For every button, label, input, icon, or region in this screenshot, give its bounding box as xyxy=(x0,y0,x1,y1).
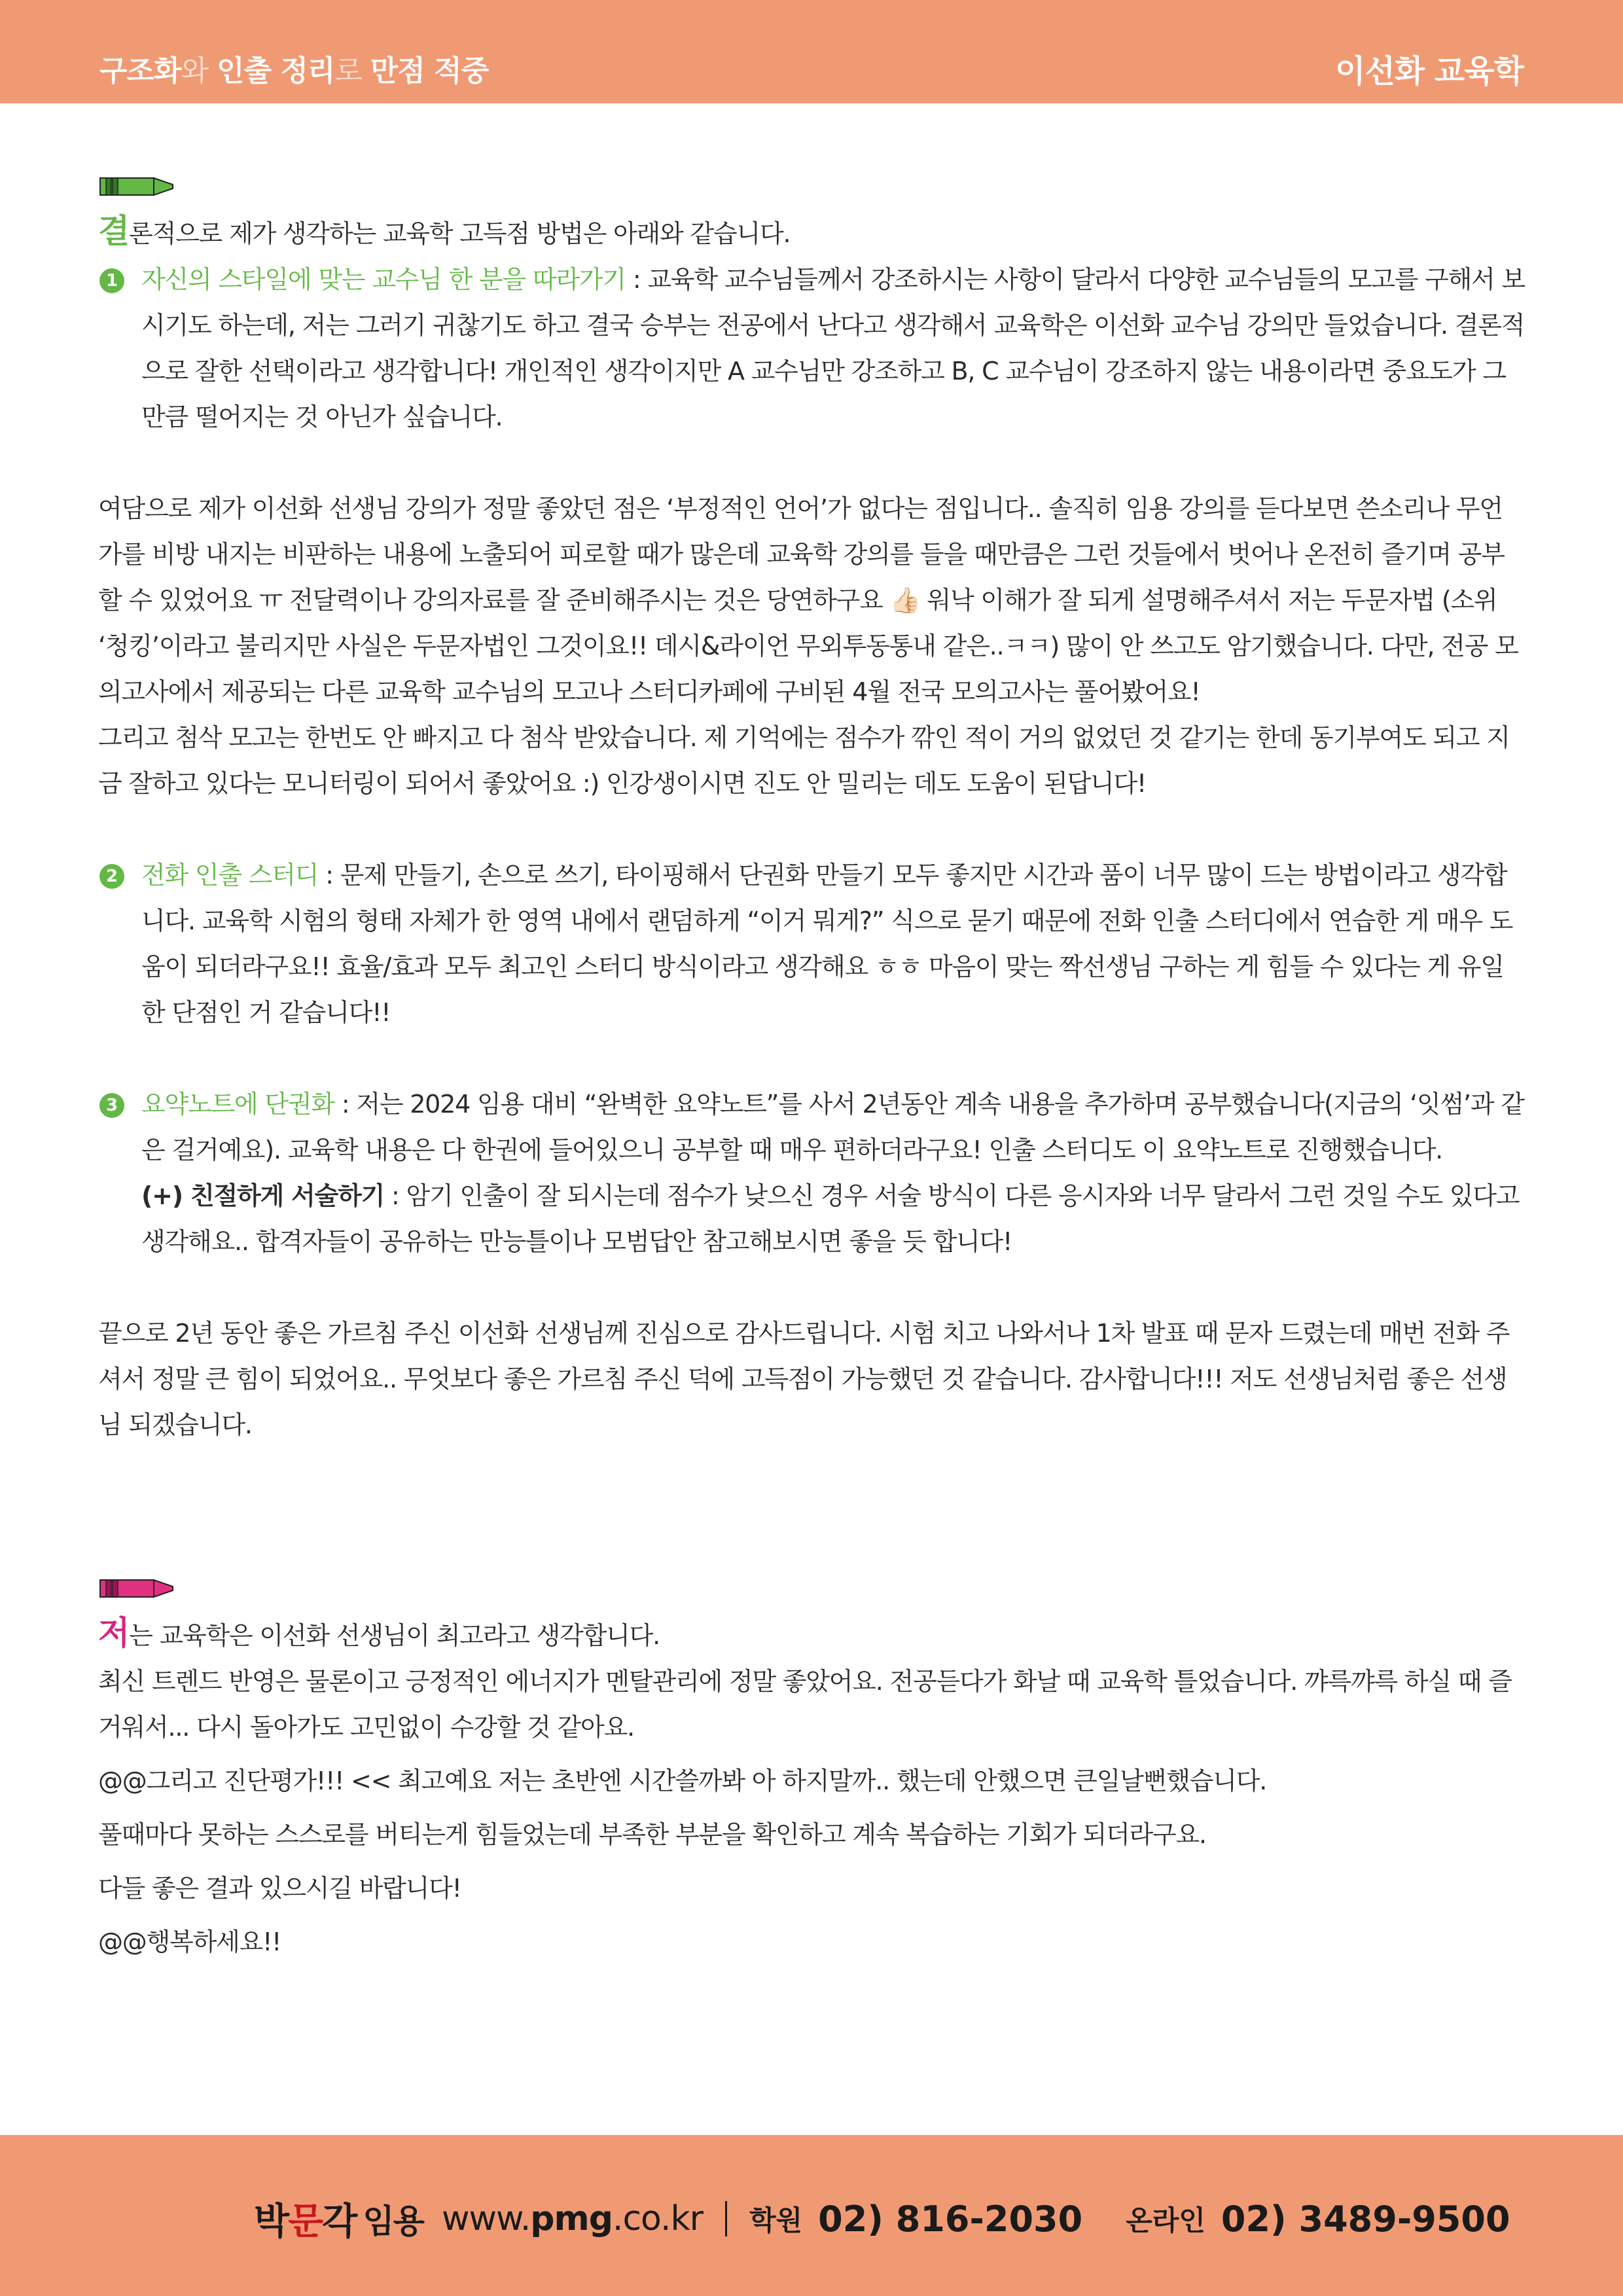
header-brand: 이선화 교육학 xyxy=(1335,53,1524,90)
tip-item-2 xyxy=(98,852,1525,1035)
section2-line: 다들 좋은 결과 있으시길 바랍니다! xyxy=(98,1874,461,1903)
section2-line: 최신 트렌드 반영은 물론이고 긍정적인 에너지가 멘탈관리에 정말 좋았어요. 전공듣다가 화날 때 교육학 틀었습니다. 꺄륵꺄륵 하실 때 즐거워서... 다시 돌아가도 고민없이 수강할 것 같아요. xyxy=(98,1667,1512,1742)
tip-title: 자신의 스타일에 맞는 교수님 한 분을 따라가기 xyxy=(141,265,626,294)
section2-line: @@그리고 진단평가!!! << 최고예요 저는 초반엔 시간쓸까봐 아 하지말까.. 했는데 안했으면 큰일날뻔했습니다. xyxy=(98,1767,1267,1795)
footer-contact xyxy=(254,2193,1510,2245)
section2-line: 풀때마다 못하는 스스로를 버티는게 힘들었는데 부족한 부분을 확인하고 계속 복습하는 기회가 되더라구요. xyxy=(98,1820,1206,1849)
main-content xyxy=(98,177,1525,1965)
site-prefix: www. xyxy=(441,2199,531,2238)
section2-intro xyxy=(98,1610,1525,1659)
section1-initial: 결 xyxy=(98,212,130,250)
tip-subtitle: (+) 친절하게 서술하기 xyxy=(141,1181,385,1210)
tagline-part: 로 xyxy=(334,54,370,88)
tagline-part: 인출 정리 xyxy=(217,54,335,88)
section1-intro xyxy=(98,208,1525,257)
section2-initial: 저 xyxy=(98,1614,130,1652)
site-suffix: .co.kr xyxy=(612,2199,703,2238)
tip-text: : 문제 만들기, 손으로 쓰기, 타이핑해서 단권화 만들기 모두 좋지만 시간과 품이 너무 많이 드는 방법이라고 생각합니다. 교육학 시험의 형태 자체가 한 영역 내에서 랜덤하게 “이거 뭐게?” 식으로 묻기 때문에 전화 인출 스터디에서 연습한 게 매우 도움이 되더라구요!! 효율/효과 모두 최고인 스터디 방식이라고 생각해요 ㅎㅎ 마음이 맞는 짝선생님 구하는 게 힘들 수 있다는 게 유일한 단점인 거 같습니다!! xyxy=(141,861,1513,1027)
academy-phone: 02) 816-2030 xyxy=(818,2198,1083,2240)
logo-part: 각 xyxy=(322,2200,357,2243)
footer-divider xyxy=(725,2201,727,2236)
logo-part: 박 xyxy=(254,2200,289,2243)
header-notch xyxy=(52,103,1623,156)
logo-part: 문 xyxy=(288,2200,323,2243)
section1-intro-text: 론적으로 제가 생각하는 교육학 고득점 방법은 아래와 같습니다. xyxy=(129,219,791,248)
page-header xyxy=(0,0,1623,103)
tip-text: : 저는 2024 임용 대비 “완벽한 요약노트”를 사서 2년동안 계속 내용을 추가하며 공부했습니다(지금의 ‘잇썸’과 같은 걸거예요). 교육학 내용은 다 한권에 들어있으니 공부할 때 매우 편하더라구요! 인출 스터디도 이 요약노트로 진행했습니다. xyxy=(141,1090,1524,1164)
academy-label: 학원 xyxy=(749,2204,803,2236)
side-paragraph: 여담으로 제가 이선화 선생님 강의가 정말 좋았던 점은 ‘부정적인 언어’가 없다는 점입니다.. 솔직히 임용 강의를 듣다보면 쓴소리나 무언가를 비방 내지는 비판하는 내용에 노출되어 피로할 때가 많은데 교육학 강의를 들을 때만큼은 그런 것들에서 벗어나 온전히 즐기며 공부할 수 있었어요 ㅠ 전달력이나 강의자료를 잘 준비해주시는 것은 당연하구요 👍🏻 워낙 이해가 잘 되게 설명해주셔서 저는 두문자법 (소위 ‘청킹’이라고 불리지만 사실은 두문자법인 그것이요!! 데시&라이언 무외투동통내 같은..ㅋㅋ) 많이 안 쓰고도 암기했습니다. 다만, 전공 모의고사에서 제공되는 다른 교육학 교수님의 모고나 스터디카페에 구비된 4월 전국 모의고사는 풀어봤어요! xyxy=(98,494,1518,706)
section2-intro-text: 는 교육학은 이선화 선생님이 최고라고 생각합니다. xyxy=(129,1621,660,1650)
tip-item-1 xyxy=(98,257,1525,440)
tagline-part: 와 xyxy=(181,54,217,88)
closing-paragraph: 끝으로 2년 동안 좋은 가르침 주신 이선화 선생님께 진심으로 감사드립니다. 시험 치고 나와서나 1차 발표 때 문자 드렸는데 매번 전화 주셔서 정말 큰 힘이 되었어요.. 무엇보다 좋은 가르침 주신 덕에 고득점이 가능했던 것 같습니다. 감사합니다!!! 저도 선생님처럼 좋은 선생님 되겠습니다. xyxy=(98,1319,1510,1439)
online-label: 온라인 xyxy=(1126,2204,1205,2236)
tip-title: 요약노트에 단권화 xyxy=(141,1090,334,1119)
number-circle-icon: 1 xyxy=(99,268,124,293)
tagline-part: 구조화 xyxy=(99,54,181,88)
site-bold: pmg xyxy=(530,2199,613,2238)
page-footer xyxy=(0,2135,1623,2296)
footer-logo-sub: 임용 xyxy=(363,2202,423,2240)
tip-subtext: : 암기 인출이 잘 되시는데 점수가 낮으신 경우 서술 방식이 다른 응시자와 너무 달라서 그런 것일 수도 있다고 생각해요.. 합격자들이 공유하는 만능틀이나 모범답안 참고해보시면 좋을 듯 합니다! xyxy=(141,1181,1520,1256)
tagline-part: 만점 적중 xyxy=(370,54,489,88)
section2-line: @@행복하세요!! xyxy=(98,1928,281,1956)
tip-text: : 교육학 교수님들께서 강조하시는 사항이 달라서 다양한 교수님들의 모고를 구해서 보시기도 하는데, 저는 그러기 귀찮기도 하고 결국 승부는 전공에서 난다고 생각해서 교육학은 이선화 교수님 강의만 들었습니다. 결론적으로 잘한 선택이라고 생각합니다! 개인적인 생각이지만 A 교수님만 강조하고 B, C 교수님이 강조하지 않는 내용이라면 중요도가 그만큼 떨어지는 것 아닌가 싶습니다. xyxy=(141,265,1525,431)
footer-logo xyxy=(254,2193,356,2245)
side-paragraph-2: 그리고 첨삭 모고는 한번도 안 빠지고 다 첨삭 받았습니다. 제 기억에는 점수가 깎인 적이 거의 없었던 것 같기는 한데 동기부여도 되고 지금 잘하고 있다는 모니터링이 되어서 좋았어요 :) 인강생이시면 진도 안 밀리는 데도 도움이 된답니다! xyxy=(98,723,1510,798)
pink-crayon-icon xyxy=(99,1579,177,1598)
footer-website-link[interactable] xyxy=(442,2199,703,2238)
online-phone: 02) 3489-9500 xyxy=(1221,2198,1510,2240)
tip-title: 전화 인출 스터디 xyxy=(141,861,319,889)
number-circle-icon: 3 xyxy=(99,1093,124,1118)
tip-item-3 xyxy=(98,1081,1525,1265)
number-circle-icon: 2 xyxy=(99,864,124,889)
green-crayon-icon xyxy=(99,177,177,196)
header-tagline xyxy=(99,47,488,89)
